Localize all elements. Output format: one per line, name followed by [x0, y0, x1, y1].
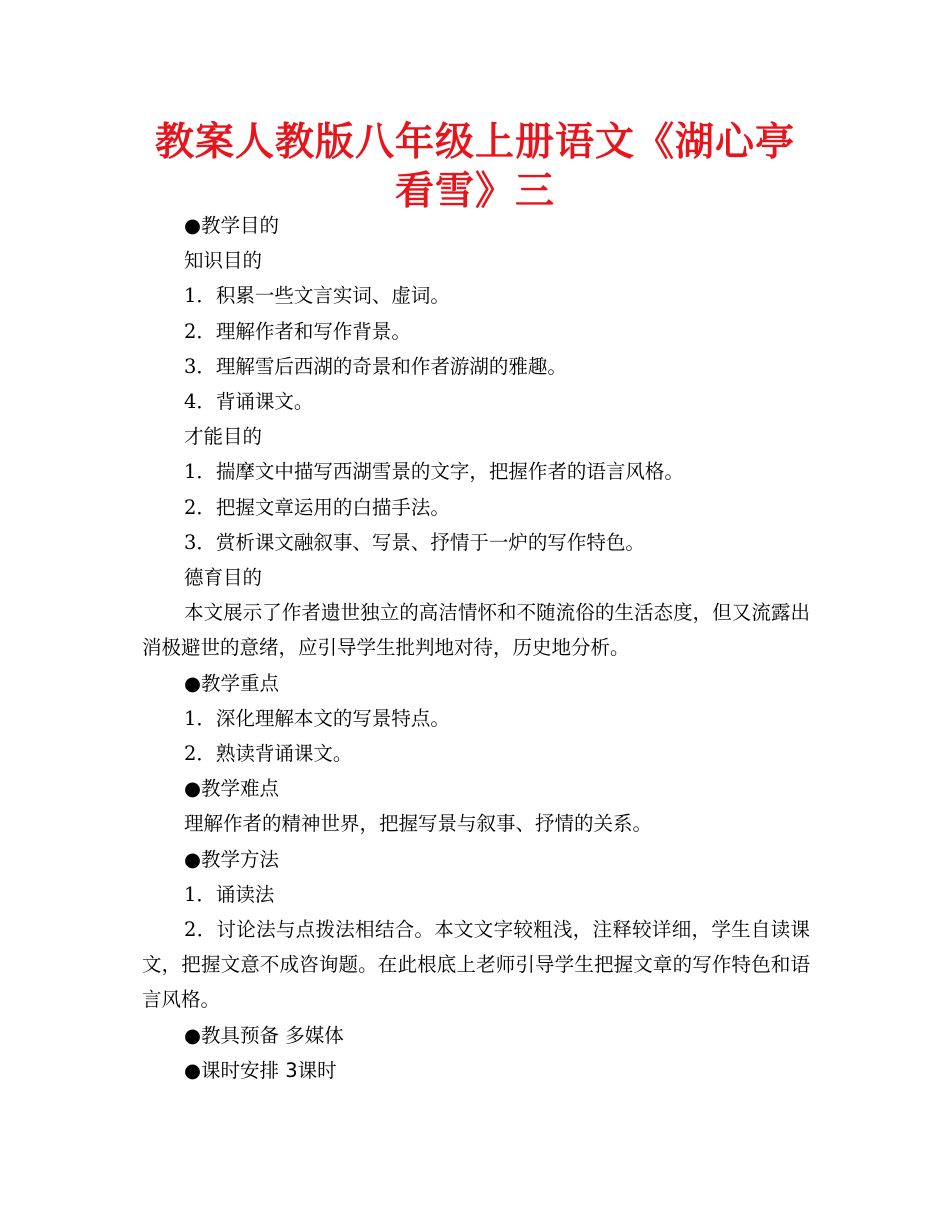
key-point-item: 2．熟读背诵课文。: [184, 742, 353, 766]
key-point-item: 1．深化理解本文的写景特点。: [184, 706, 450, 730]
document-body: [142, 208, 810, 1088]
method-paragraph: 2．讨论法与点拨法相结合。本文文字较粗浅，注释较详细，学生自读课文，把握文意不成咨询题。在此根底上老师引导学生把握文章的写作特色和语言风格。: [142, 918, 810, 1012]
method-item: 1．诵读法: [184, 882, 275, 906]
key-points-heading: ●教学重点: [184, 671, 280, 695]
document-title: 教案人教版八年级上册语文《湖心亭看雪》三: [154, 120, 795, 214]
knowledge-heading: 知识目的: [184, 249, 263, 273]
ability-item: 2．把握文章运用的白描手法。: [184, 495, 450, 519]
tools-line: ●教具预备 多媒体: [184, 1023, 344, 1047]
moral-heading: 德育目的: [184, 566, 263, 590]
difficulty-heading: ●教学难点: [184, 777, 280, 801]
moral-paragraph: 本文展示了作者遗世独立的高洁情怀和不随流俗的生活态度，但又流露出消极避世的意绪，应引导学生批判地对待，历史地分析。: [142, 601, 810, 660]
knowledge-item: 1．积累一些文言实词、虚词。: [184, 284, 450, 308]
difficulty-text: 理解作者的精神世界，把握写景与叙事、抒情的关系。: [184, 812, 653, 836]
knowledge-item: 2．理解作者和写作背景。: [184, 319, 411, 343]
ability-item: 1．揣摩文中描写西湖雪景的文字，把握作者的语言风格。: [184, 460, 684, 484]
methods-heading: ●教学方法: [184, 847, 280, 871]
knowledge-item: 3．理解雪后西湖的奇景和作者游湖的雅趣。: [184, 354, 567, 378]
ability-heading: 才能目的: [184, 425, 263, 449]
ability-item: 3．赏析课文融叙事、写景、抒情于一炉的写作特色。: [184, 530, 645, 554]
knowledge-item: 4．背诵课文。: [184, 390, 314, 414]
schedule-line: ●课时安排 3课时: [184, 1058, 337, 1082]
objectives-heading: ●教学目的: [184, 214, 280, 237]
